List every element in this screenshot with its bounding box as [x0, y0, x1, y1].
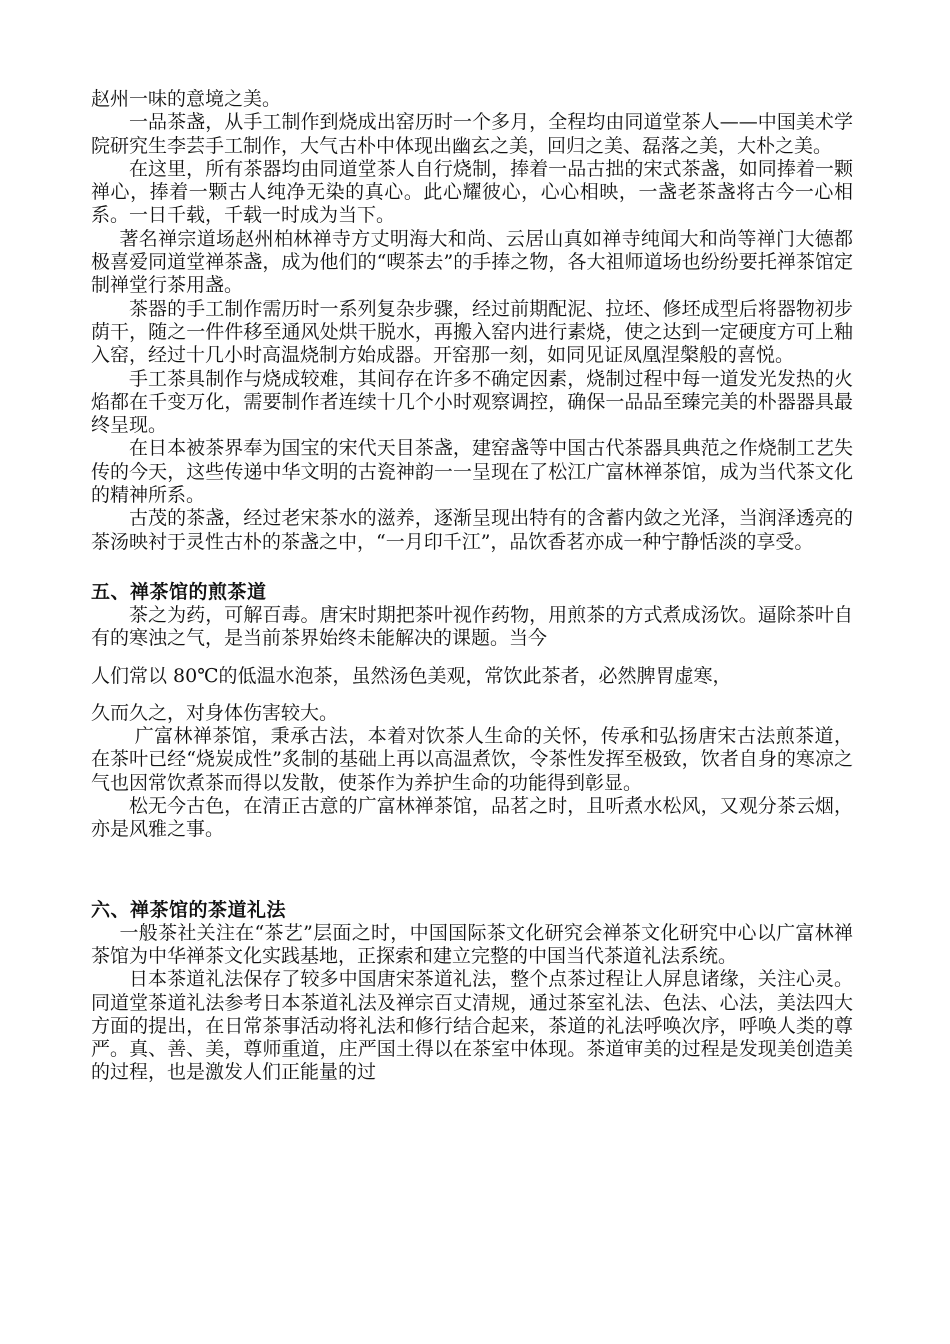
paragraph-guangfulin-method: 广富林禅茶馆，秉承古法，本着对饮茶人生命的关怀，传承和弘扬唐宋古法煎茶道，在茶叶已经“烧炭成性”炙制的基础上再以高温煮饮，令茶性发挥至极致，饮者自身的寒凉之气也因常饮煮茶而得以发散，使茶作为养护生命的功能得到彰显。 — [91, 725, 853, 794]
text-line: 茶之为药，可解百毒。唐宋时期把茶叶视作药物，用煎茶的方式煮成汤饮。逼除茶叶自有的寒浊之气，是当前茶界始终未能解决的课题。当今 — [91, 603, 853, 650]
paragraph-pine-wind: 松无今古色，在清正古意的广富林禅茶馆，品茗之时，且听煮水松风，又观分茶云烟，亦是风雅之事。 — [91, 795, 853, 841]
text-line: 人们常以 80℃的低温水泡茶，虽然汤色美观，常饮此茶者，必然脾胃虚寒， — [91, 664, 732, 687]
section-spacer — [91, 554, 853, 580]
section-heading-etiquette: 六、禅茶馆的茶道礼法 — [91, 898, 287, 921]
paragraph-continued: 赵州一味的意境之美。 — [91, 88, 282, 110]
paragraph-zen-masters: 著名禅宗道场赵州柏林禅寺方丈明海大和尚、云居山真如禅寺纯闻大和尚等禅门大德都极喜爱同道堂禅茶盏，成为他们的“喫茶去”的手捧之物，各大祖师道场也纷纷要托禅茶馆定制禅堂行茶用盏。 — [91, 227, 853, 297]
text-line: 久而久之，对身体伤害较大。 — [91, 701, 339, 724]
paragraph-tenmoku: 在日本被茶界奉为国宝的宋代天目茶盏，建窑盏等中国古代茶器具典范之作烧制工艺失传的今天，这些传递中华文明的古瓷神韵一一呈现在了松江广富林禅茶馆，成为当代茶文化的精神所系。 — [91, 437, 853, 507]
paragraph-handmade-steps: 茶器的手工制作需历时一系列复杂步骤，经过前期配泥、拉坯、修坯成型后将器物初步荫干，随之一件件移至通风处烘干脱水，再搬入窑内进行素烧，使之达到一定硬度方可上釉入窑，经过十几小时高温烧制方始成器。开窑那一刻，如同见证凤凰涅槃般的喜悦。 — [91, 297, 853, 367]
paragraph-luster: 古茂的茶盏，经过老宋茶水的滋养，逐渐呈现出特有的含蓄内敛之光泽，当润泽透亮的茶汤映衬于灵性古朴的茶盏之中，“一月印千江”，品饮香茗亦成一种宁静恬淡的享受。 — [91, 507, 853, 553]
paragraph-tea-etiquette-system: 一般茶社关注在“茶艺”层面之时，中国国际茶文化研究会禅茶文化研究中心以广富林禅茶馆为中华禅茶文化实践基地，正探索和建立完整的中国当代茶道礼法系统。 — [91, 921, 853, 967]
paragraph-japanese-etiquette: 日本茶道礼法保存了较多中国唐宋茶道礼法，整个点茶过程让人屏息诸缘，关注心灵。同道堂茶道礼法参考日本茶道礼法及禅宗百丈清规，通过茶室礼法、色法、心法，美法四大方面的提出，在日常茶事活动将礼法和修行结合起来，茶道的礼法呼唤次序，呼唤人类的尊严。真、善、美，尊师重道，庄严国土得以在茶室中体现。茶道审美的过程是发现美创造美的过程，也是激发人们正能量的过 — [91, 968, 853, 1084]
paragraph-firing-difficulty: 手工茶具制作与烧成较难，其间存在许多不确定因素，烧制过程中每一道发光发热的火焰都在千变万化，需要制作者连续十几个小时观察调控，确保一品品至臻完美的朴器器具最终呈现。 — [91, 367, 853, 437]
section-spacer — [91, 842, 853, 898]
document-page — [91, 88, 853, 1085]
section-heading-boiled-tea: 五、禅茶馆的煎茶道 — [91, 580, 267, 603]
paragraph-tea-as-medicine — [91, 604, 853, 725]
paragraph-tea-ware-firing: 在这里，所有茶器均由同道堂茶人自行烧制，捧着一品古拙的宋式茶盏，如同捧着一颗禅心，捧着一颗古人纯净无染的真心。此心耀彼心，心心相映，一盏老茶盏将古今一心相系。一日千载，千载一时成为当下。 — [91, 157, 853, 227]
paragraph-tea-bowl-making: 一品茶盏，从手工制作到烧成出窑历时一个多月，全程均由同道堂茶人——中国美术学院研究生李芸手工制作，大气古朴中体现出幽玄之美，回归之美、磊落之美，大朴之美。 — [91, 111, 853, 157]
